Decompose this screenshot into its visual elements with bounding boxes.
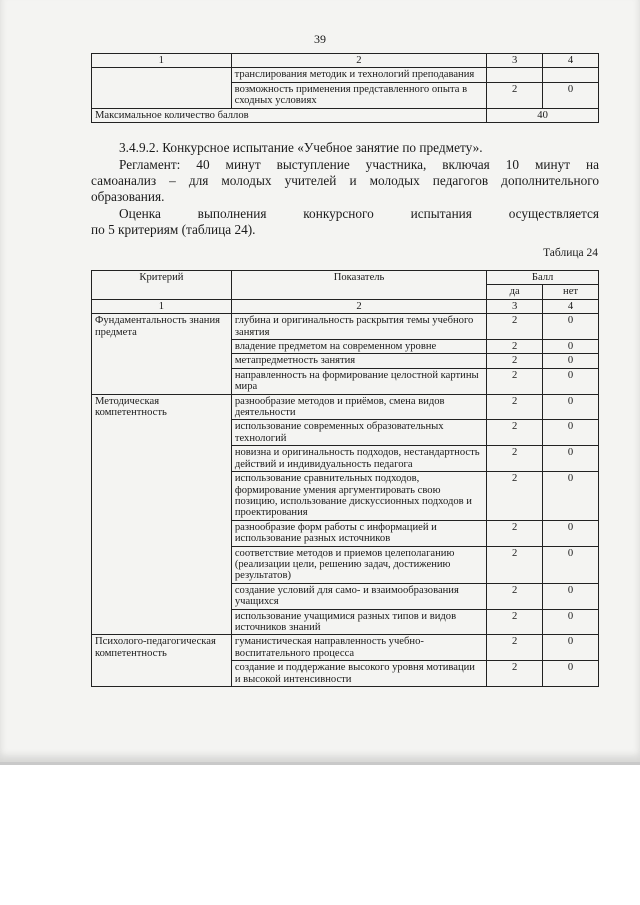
score-yes-cell: 2: [487, 394, 543, 420]
criteria-table-body: [92, 314, 599, 687]
evaluation-line: Оценка выполнения конкурсного испытания осуществляется: [119, 206, 599, 221]
table-row: [92, 54, 599, 68]
score-yes-cell: 2: [487, 661, 543, 687]
header-score: Балл: [487, 271, 599, 285]
table-cell: [487, 68, 543, 82]
indicator-cell: создание условий для само- и взаимообразования учащихся: [231, 583, 486, 609]
header-criterion: Критерий: [92, 271, 232, 300]
score-yes-cell: 2: [487, 546, 543, 583]
evaluation-line: по 5 критериям (таблица 24).: [91, 222, 256, 237]
score-no-cell: 0: [543, 354, 599, 368]
score-no-cell: 0: [543, 314, 599, 340]
indicator-cell: гуманистическая направленность учебно-воспитательного процесса: [231, 635, 486, 661]
indicator-cell: создание и поддержание высокого уровня мотивации и высокой интенсивности: [231, 661, 486, 687]
table-row: [92, 108, 599, 122]
score-yes-cell: 2: [487, 368, 543, 394]
criteria-table: [91, 270, 599, 687]
score-no-cell: 0: [543, 420, 599, 446]
reglament-line: образования.: [91, 189, 165, 204]
table-cell: 2: [231, 299, 486, 313]
table-number-row: [92, 299, 599, 313]
table-cell: 4: [543, 54, 599, 68]
score-no-cell: 0: [543, 546, 599, 583]
table-row: [92, 68, 599, 82]
table-cell: 1: [92, 299, 232, 313]
score-yes-cell: 2: [487, 354, 543, 368]
indicator-cell: направленность на формирование целостной картины мира: [231, 368, 486, 394]
table-caption: Таблица 24: [543, 247, 598, 259]
table-row: [92, 394, 599, 420]
table-cell: 2: [487, 82, 543, 108]
table-cell: транслирования методик и технологий преподавания: [231, 68, 487, 82]
score-yes-cell: 2: [487, 340, 543, 354]
table-continuation: [91, 53, 599, 123]
score-yes-cell: 2: [487, 520, 543, 546]
score-no-cell: 0: [543, 446, 599, 472]
score-no-cell: 0: [543, 394, 599, 420]
score-yes-cell: 2: [487, 635, 543, 661]
table-row: [92, 314, 599, 340]
criterion-cell: Методическая компетентность: [92, 394, 232, 635]
reglament-line: самоанализ – для молодых учителей и молодых педагогов дополнительного: [91, 173, 599, 188]
score-yes-cell: 2: [487, 314, 543, 340]
indicator-cell: владение предметом на современном уровне: [231, 340, 486, 354]
reglament-line: Регламент: 40 минут выступление участника, включая 10 минут на: [119, 157, 599, 172]
indicator-cell: новизна и оригинальность подходов, нестандартность действий и индивидуальность педагога: [231, 446, 486, 472]
indicator-cell: метапредметность занятия: [231, 354, 486, 368]
indicator-cell: использование учащимися разных типов и видов источников знаний: [231, 609, 486, 635]
table-cell: возможность применения представленного опыта в сходных условиях: [231, 82, 487, 108]
max-score-label: Максимальное количество баллов: [92, 108, 487, 122]
table-cell: 3: [487, 54, 543, 68]
table-cell: [92, 68, 232, 108]
table-row: [92, 635, 599, 661]
max-score-value: 40: [487, 108, 599, 122]
indicator-cell: использование современных образовательных технологий: [231, 420, 486, 446]
score-yes-cell: 2: [487, 609, 543, 635]
table-cell: 1: [92, 54, 232, 68]
score-no-cell: 0: [543, 635, 599, 661]
indicator-cell: использование сравнительных подходов, формирование умения аргументировать свою позицию, использование дискуссионных подходов и проектирования: [231, 472, 486, 521]
score-no-cell: 0: [543, 520, 599, 546]
score-no-cell: 0: [543, 661, 599, 687]
table-cell: 0: [543, 82, 599, 108]
indicator-cell: глубина и оригинальность раскрытия темы учебного занятия: [231, 314, 486, 340]
score-no-cell: 0: [543, 583, 599, 609]
section-heading: 3.4.9.2. Конкурсное испытание «Учебное занятие по предмету».: [119, 140, 483, 155]
score-yes-cell: 2: [487, 446, 543, 472]
criterion-cell: Фундаментальность знания предмета: [92, 314, 232, 394]
page-number: 39: [314, 32, 326, 46]
score-no-cell: 0: [543, 472, 599, 521]
indicator-cell: разнообразие методов и приёмов, смена видов деятельности: [231, 394, 486, 420]
header-indicator: Показатель: [231, 271, 486, 300]
score-no-cell: 0: [543, 340, 599, 354]
indicator-cell: разнообразие форм работы с информацией и использование разных источников: [231, 520, 486, 546]
table-header-row: [92, 271, 599, 285]
criterion-cell: Психолого-педагогическая компетентность: [92, 635, 232, 687]
score-yes-cell: 2: [487, 420, 543, 446]
score-yes-cell: 2: [487, 472, 543, 521]
table-cell: [543, 68, 599, 82]
table-cell: 4: [543, 299, 599, 313]
table-cell: 3: [487, 299, 543, 313]
header-yes: да: [487, 285, 543, 299]
header-no: нет: [543, 285, 599, 299]
score-no-cell: 0: [543, 609, 599, 635]
indicator-cell: соответствие методов и приемов целеполаганию (реализации цели, решению задач, достижению результатов): [231, 546, 486, 583]
score-no-cell: 0: [543, 368, 599, 394]
score-yes-cell: 2: [487, 583, 543, 609]
table-cell: 2: [231, 54, 487, 68]
